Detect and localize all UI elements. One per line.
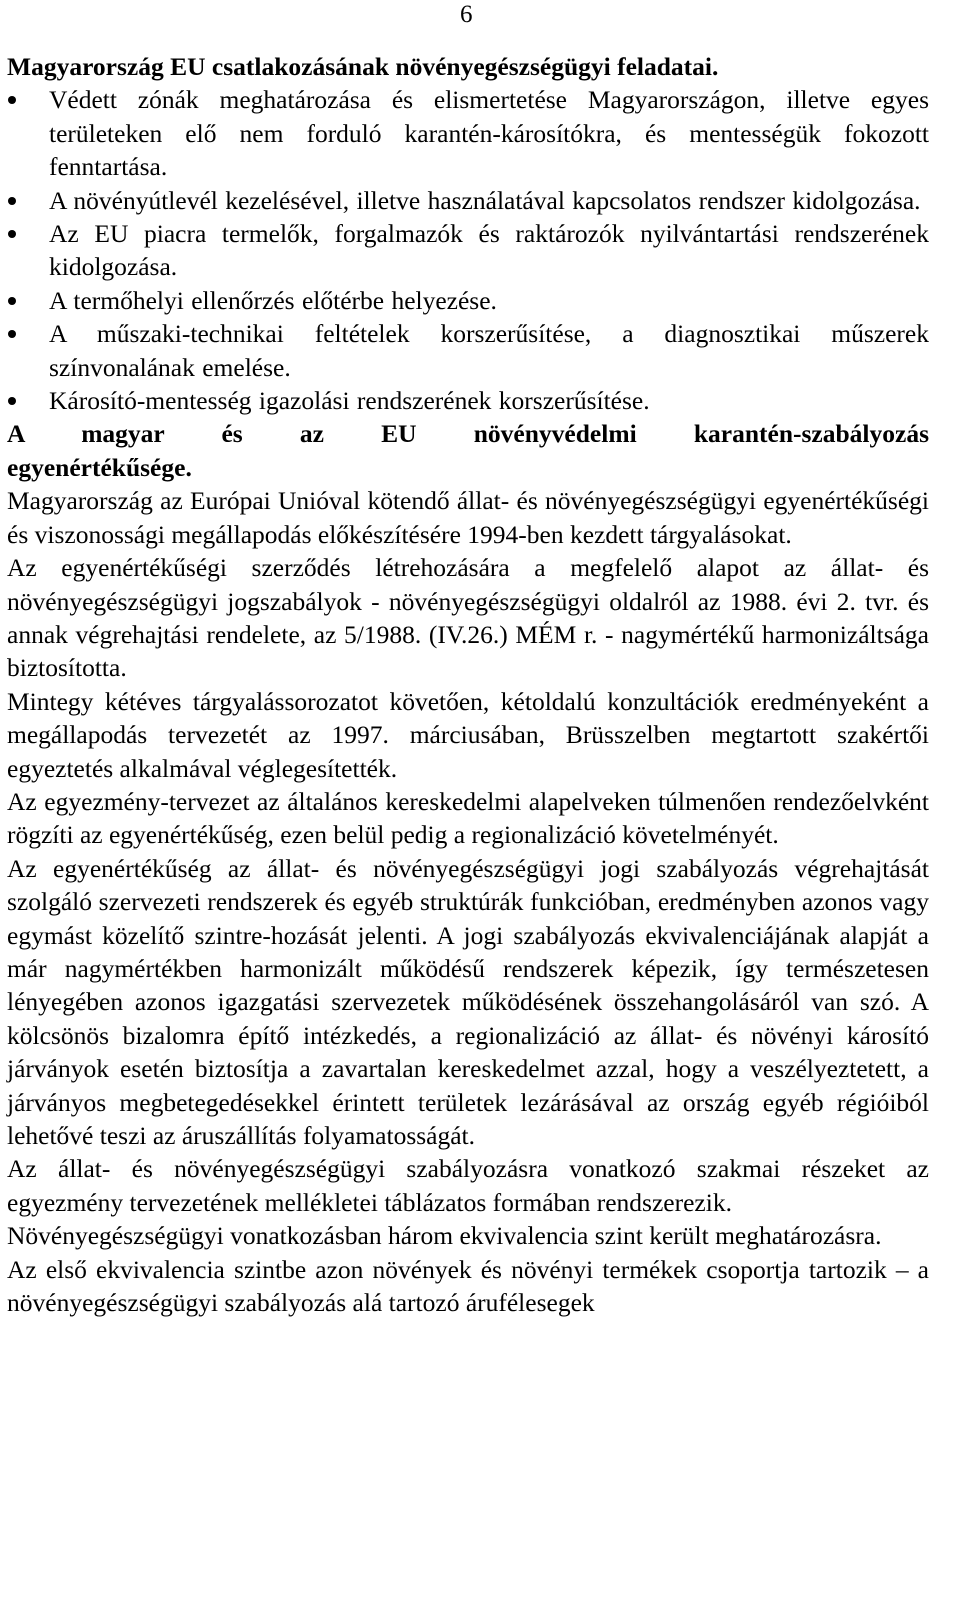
list-item: Védett zónák meghatározása és elismertetése Magyarországon, illetve egyes területeken elő nem forduló karantén-károsítókra, és mentességük fokozott fenntartása. <box>7 83 929 183</box>
body-paragraph: Az egyezmény-tervezet az általános kereskedelmi alapelveken túlmenően rendezőelvként rögzíti az egyenértékűség, ezen belül pedig a regionalizáció követelményét. <box>7 786 929 850</box>
body-paragraph: Az egyenértékűség az állat- és növényegészségügyi jogi szabályozás végrehajtását szolgáló szervezeti rendszerek és egyéb struktúrák funkcióban, eredményben azonos vagy egymást közelítő szintre-hozását jelenti. A jogi szabályozás ekvivalenciájának alapját a már nagymértékben harmonizált működésű rendszerek képezik, így természetesen lényegében azonos igazgatási szervezetek működésének összehangolásáról van szó. A kölcsönös bizalomra építő intézkedés, a regionalizáció az állat- és növényi károsító járványok esetén biztosítja a zavartalan kereskedelmet azzal, hogy a veszélyeztetett, a járványos megbetegedésekkel érintett területek lezárásával az ország egyéb régióiból lehetővé teszi az áruszállítás folyamatosságát. <box>7 853 929 1150</box>
body-paragraph: Az állat- és növényegészségügyi szabályozásra vonatkozó szakmai részeket az egyezmény tervezetének mellékletei táblázatos formában rendszerezik. <box>7 1154 929 1217</box>
bullet-icon <box>8 297 16 305</box>
bullet-icon <box>8 230 16 238</box>
section-heading-eu-accession: Magyarország EU csatlakozásának növényegészségügyi feladatai. <box>7 52 719 81</box>
body-paragraph: Az első ekvivalencia szintbe azon növények és növényi termékek csoportja tartozik – a növényegészségügyi szabályozás alá tartozó árufélesegek <box>7 1254 929 1318</box>
body-paragraph: Az egyenértékűségi szerződés létrehozására a megfelelő alapot az állat- és növényegészségügyi jogszabályok - növényegészségügyi oldalról az 1988. évi 2. tvr. és annak végrehajtási rendelete, az 5/1988. (IV.26.) MÉM r. - nagymértékű harmonizáltsága biztosította. <box>7 553 929 683</box>
bullet-icon <box>8 96 16 104</box>
bullet-icon <box>8 330 16 338</box>
body-paragraph: Mintegy kétéves tárgyalássorozatot követően, kétoldalú konzultációk eredményeként a megállapodás tervezetét az 1997. márciusában, Brüsszelben megtartott szakértői egyeztetés alkalmával véglegesítették. <box>7 686 929 783</box>
bullet-icon <box>8 197 16 205</box>
list-item: A termőhelyi ellenőrzés előtérbe helyezése. <box>7 284 929 317</box>
list-item: Az EU piacra termelők, forgalmazók és raktározók nyilvántartási rendszerének kidolgozása. <box>7 217 929 284</box>
document-body <box>7 50 929 1319</box>
body-paragraph: Növényegészségügyi vonatkozásban három ekvivalencia szint került meghatározásra. <box>7 1221 882 1251</box>
body-paragraph: Magyarország az Európai Unióval kötendő állat- és növényegészségügyi egyenértékűségi és viszonossági megállapodás előkészítésére 1994-ben kezdett tárgyalásokat. <box>7 486 929 549</box>
list-item: A műszaki-technikai feltételek korszerűsítése, a diagnosztikai műszerek színvonalának emelése. <box>7 317 929 384</box>
list-item: A növényútlevél kezelésével, illetve használatával kapcsolatos rendszer kidolgozása. <box>7 184 929 217</box>
section-heading-equivalence-line2: egyenértékűsége. <box>7 452 192 482</box>
list-item: Károsító-mentesség igazolási rendszerének korszerűsítése. <box>7 384 929 417</box>
page-number: 6 <box>460 1 473 28</box>
section-heading-equivalence-line1: A magyar és az EU növényvédelmi karantén-szabályozás <box>7 419 929 449</box>
task-bullet-list <box>7 83 929 417</box>
bullet-icon <box>8 397 16 405</box>
